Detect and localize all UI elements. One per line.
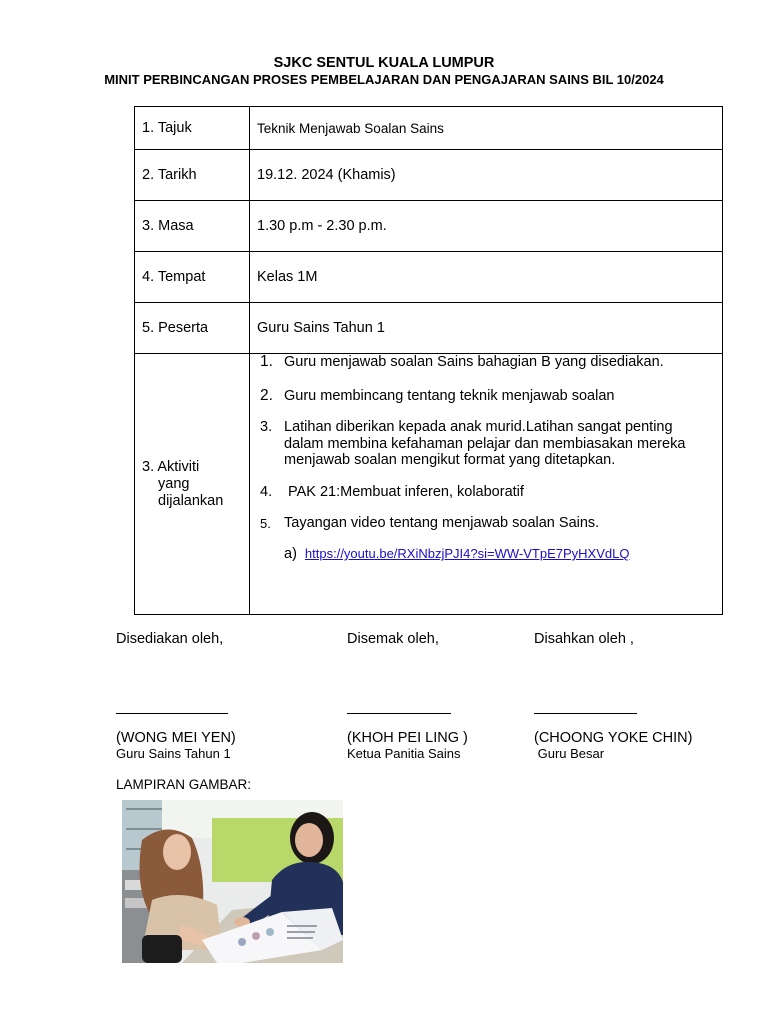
signature-line [116,713,228,714]
prepared-by-caption: Disediakan oleh, [116,631,224,647]
item-number: 3. [260,419,273,435]
row-value: Guru Sains Tahun 1 [250,303,723,354]
approved-by-caption: Disahkan oleh , [534,631,634,647]
checked-by-block [347,730,468,761]
activity-label [135,354,250,615]
list-item [260,515,714,532]
signatory-role: Ketua Panitia Sains [347,746,461,761]
item-text: Guru menjawab soalan Sains bahagian B yang disediakan. [284,354,664,370]
video-link-row [284,546,629,562]
table-row [135,150,723,201]
attachment-photo [122,800,343,963]
row-label: 4. Tempat [135,252,250,303]
document-subtitle: MINIT PERBINCANGAN PROSES PEMBELAJARAN DAN PENGAJARAN SAINS BIL 10/2024 [104,72,664,87]
item-number: 2. [260,387,273,404]
signature-line [347,713,451,714]
activity-label-line: yang [158,475,190,492]
table-row [135,354,723,615]
table-row [135,303,723,354]
video-link[interactable]: https://youtu.be/RXiNbzjPJI4?si=WW-VTpE7PyHXVdLQ [304,546,630,561]
signatory-name: (WONG MEI YEN) [116,730,236,746]
row-value: 1.30 p.m - 2.30 p.m. [250,201,723,252]
signatory-name: (CHOONG YOKE CHIN) [534,730,693,746]
activity-cell [250,354,723,615]
prepared-by-block [116,730,236,761]
checked-by-caption: Disemak oleh, [347,631,439,647]
sub-item-marker: a) [284,546,297,562]
row-label: 1. Tajuk [135,107,250,150]
row-value: 19.12. 2024 (Khamis) [250,150,723,201]
table-row [135,201,723,252]
table-row [135,107,723,150]
item-text: Guru membincang tentang teknik menjawab soalan [284,388,615,404]
list-item [260,354,714,371]
signatory-name: (KHOH PEI LING ) [347,730,468,746]
item-text: PAK 21:Membuat inferen, kolaboratif [284,484,524,500]
signature-line [534,713,637,714]
list-item [260,419,714,469]
list-item [260,484,714,501]
item-number: 4. [260,484,273,500]
item-number: 5. [260,516,271,531]
item-text: Tayangan video tentang menjawab soalan Sains. [284,515,600,531]
school-title: SJKC SENTUL KUALA LUMPUR [273,55,495,71]
item-number: 1. [260,353,273,370]
minutes-table [134,106,723,615]
table-row [135,252,723,303]
row-value: Teknik Menjawab Soalan Sains [250,107,723,150]
signatory-role: Guru Sains Tahun 1 [116,746,231,761]
attachment-label: LAMPIRAN GAMBAR: [116,777,252,792]
row-label: 3. Masa [135,201,250,252]
activity-label-line: dijalankan [158,492,224,509]
list-item [260,388,714,405]
activity-label-line: 3. Aktiviti [142,458,200,475]
item-text: Latihan diberikan kepada anak murid.Latihan sangat penting dalam membina kefahaman pelajar dan membiasakan mereka menjawab soalan mengikut format yang ditetapkan. [284,419,686,468]
row-value: Kelas 1M [250,252,723,303]
signatory-role: Guru Besar [534,746,605,761]
approved-by-block [534,730,692,761]
row-label: 5. Peserta [135,303,250,354]
row-label: 2. Tarikh [135,150,250,201]
